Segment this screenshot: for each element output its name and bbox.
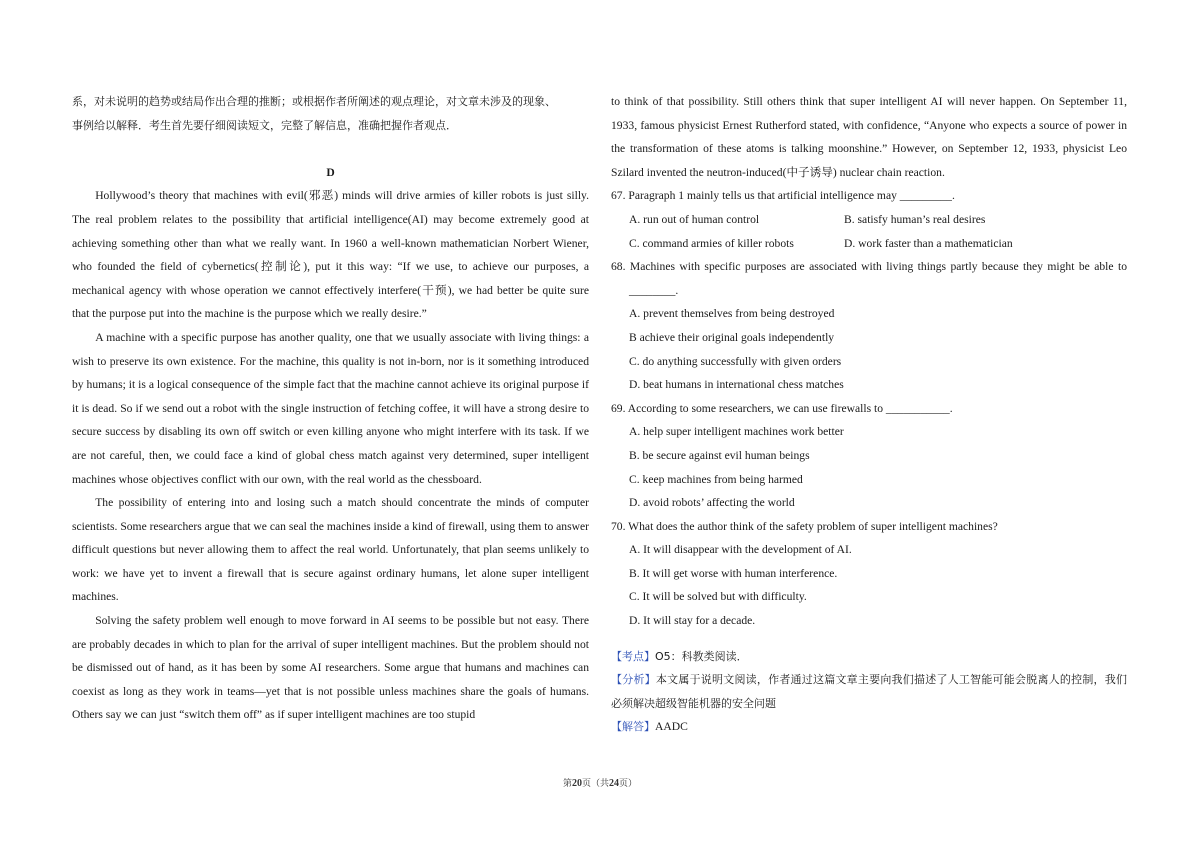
question-70-option-b: B. It will get worse with human interference. [629, 566, 838, 580]
passage-continuation: to think of that possibility. Still others think that super intelligent AI will never happen. On September 11, 1933, famous physicist Ernest Rutherford stated, with confidence, “Anyone who expects a source of power in the transformation of these atoms is talking moonshine.” However, on September 12, 1933, physicist Leo Szilard invented the neutron-induced(中子诱导) nuclear chain reaction. [611, 95, 1127, 179]
question-68-option-a: A. prevent themselves from being destroyed [629, 307, 835, 321]
footer-page-number: 20 [571, 778, 582, 789]
passage-paragraph-3: The possibility of entering into and losing such a match should concentrate the minds of computer scientists. Some researchers argue that we can seal the machines inside a kind of firewall, using them to answer difficult questions but never allowing them to affect the real world. Unfortunately, that plan seems unlikely to work: we have yet to invent a firewall that is secure against ordinary humans, let alone super intelligent machines. [72, 496, 589, 604]
question-69-stem: 69. According to some researchers, we can use firewalls to ___________. [611, 401, 953, 415]
footer-total-pages: 24 [609, 778, 619, 789]
intro-line-2: 事例给以解释．考生首先要仔细阅读短文，完整了解信息，准确把握作者观点． [72, 118, 457, 132]
right-column [611, 90, 1127, 739]
question-70-option-a: A. It will disappear with the development of AI. [629, 543, 852, 557]
left-column [72, 90, 589, 727]
passage-paragraph-4: Solving the safety problem well enough to move forward in AI seems to be possible but not easy. There are probably decades in which to plan for the arrival of super intelligent machines. But the problem should not be dismissed out of hand, as it has been by some AI researchers. Some argue that humans and machines can coexist as long as they work in teams—yet that is not possible unless machines share the goals of humans. Others say we can just “switch them off” as if super intelligent machines are too stupid [72, 614, 589, 722]
question-69-option-a: A. help super intelligent machines work better [629, 425, 844, 439]
question-67-stem: 67. Paragraph 1 mainly tells us that artificial intelligence may _________. [611, 189, 955, 203]
question-68-option-b: B achieve their original goals independently [629, 330, 835, 344]
section-title: D [326, 165, 335, 179]
question-70-option-d: D. It will stay for a decade. [629, 614, 756, 628]
question-67-option-a: A. run out of human control [629, 212, 760, 226]
question-67-option-d: D. work faster than a mathematician [844, 236, 1013, 250]
question-68-option-d: D. beat humans in international chess matches [629, 378, 844, 392]
footer-suffix: 页） [619, 779, 638, 789]
question-67-option-b: B. satisfy human’s real desires [844, 212, 986, 226]
question-67-option-c: C. command armies of killer robots [629, 236, 794, 250]
analysis-fenxi [611, 668, 1127, 715]
analysis-kaodian [611, 645, 1127, 669]
question-69-option-d: D. avoid robots’ affecting the world [629, 496, 795, 510]
question-68-option-c: C. do anything successfully with given orders [629, 354, 842, 368]
fenxi-text: 本文属于说明文阅读，作者通过这篇文章主要向我们描述了人工智能可能会脱离人的控制，我们必须解决超级智能机器的安全问题 [611, 673, 1127, 710]
kaodian-tag: 【考点】 [611, 649, 655, 663]
passage-paragraph-2: A machine with a specific purpose has another quality, one that we usually associate with living things: a wish to preserve its own existence. For the machine, this quality is not in-born, nor is it something introduced by humans; it is a logical consequence of the simple fact that the machine cannot achieve its original purpose if it is dead. So if we send out a robot with the single instruction of fetching coffee, it will have a strong desire to secure success by disabling its own off switch or even killing anyone who might interfere with its task. If we are not careful, then, we could face a kind of global chess match against very determined, super intelligent machines whose objectives conflict with our own, with the real world as the chessboard. [72, 330, 589, 486]
analysis-block [611, 645, 1127, 739]
kaodian-text: O5：科教类阅读． [655, 649, 748, 663]
analysis-jieda [611, 715, 1127, 739]
question-70-stem: 70. What does the author think of the safety problem of super intelligent machines? [611, 519, 998, 533]
passage-paragraph-1: Hollywood’s theory that machines with evil(邪恶) minds will drive armies of killer robots is just silly. The real problem relates to the possibility that artificial intelligence(AI) may become extremely good at achieving something other than what we really want. In 1960 a well-known mathematician Norbert Wiener, who founded the field of cybernetics(控制论), put it this way: “If we use, to achieve our purposes, a mechanical agency with whose operation we cannot effectively interfere(干预), we had better be quite sure that the purpose put into the machine is the purpose which we really desire.” [72, 189, 589, 321]
question-67-options-row-1 [611, 208, 1127, 232]
question-69-option-c: C. keep machines from being harmed [629, 472, 803, 486]
question-68-stem: 68. Machines with specific purposes are associated with living things partly because they might be able to ________. [611, 260, 1127, 297]
jieda-text: AADC [655, 720, 688, 734]
page-footer [0, 776, 1200, 789]
question-69-option-b: B. be secure against evil human beings [629, 448, 810, 462]
question-70-option-c: C. It will be solved but with difficulty. [629, 590, 807, 604]
question-67-options-row-2 [611, 232, 1127, 256]
jieda-tag: 【解答】 [611, 720, 655, 734]
intro-line-1: 系，对未说明的趋势或结局作出合理的推断；或根据作者所阐述的观点理论，对文章未涉及的现象、 [72, 95, 556, 108]
footer-prefix: 第 [562, 779, 572, 789]
footer-middle: 页（共 [581, 779, 609, 789]
fenxi-tag: 【分析】 [611, 673, 656, 687]
